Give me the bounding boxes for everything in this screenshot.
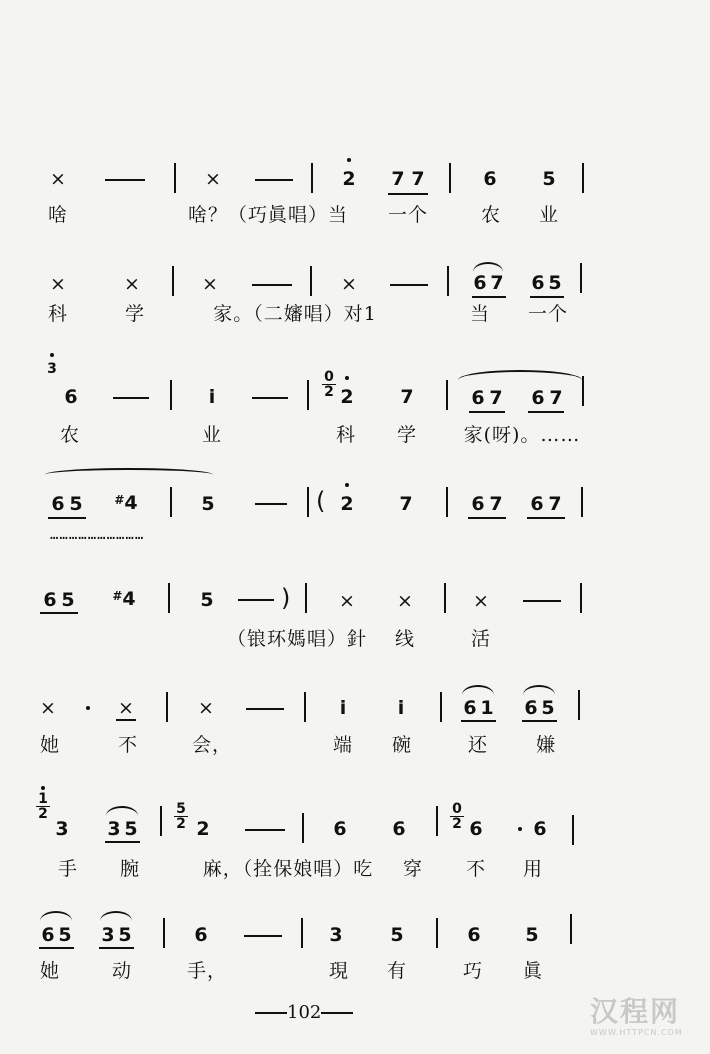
slur xyxy=(473,262,503,272)
beam-underline xyxy=(116,719,136,721)
note: 6 xyxy=(524,697,538,719)
note-x: × xyxy=(341,273,357,295)
note: 7 xyxy=(490,272,504,294)
extension-dash xyxy=(252,284,292,286)
slur xyxy=(523,685,555,695)
fraction-numerator: 0 xyxy=(322,370,336,385)
barline xyxy=(582,376,584,406)
beam-underline xyxy=(527,517,565,519)
note: 6 xyxy=(483,168,497,190)
note: 6 xyxy=(333,818,347,840)
note: i xyxy=(208,386,216,408)
lyric: 农 xyxy=(480,204,502,226)
note: 6 xyxy=(471,387,485,409)
beam-underline xyxy=(388,193,428,195)
barline xyxy=(307,487,309,517)
barline xyxy=(578,690,580,720)
barline xyxy=(307,380,309,410)
note-x: × xyxy=(473,590,489,612)
grace-fraction xyxy=(322,370,336,399)
barline xyxy=(310,266,312,296)
note: 2 xyxy=(340,386,354,408)
lyric: （锒环媽唱）針 xyxy=(226,628,368,650)
slur xyxy=(106,806,138,816)
barline xyxy=(301,918,303,948)
lyric: 穿 xyxy=(402,858,424,880)
sharp-sign: # xyxy=(114,493,125,507)
lyric: 麻，（拴保娘唱）吃 xyxy=(202,858,374,880)
lyric: 用 xyxy=(522,858,544,880)
fraction-numerator: 1 xyxy=(36,792,50,807)
note: 2 xyxy=(340,493,354,515)
dotted-rhythm xyxy=(86,706,90,710)
barline xyxy=(170,380,172,410)
extension-dash xyxy=(238,599,274,601)
lyric: 不 xyxy=(117,734,139,756)
barline xyxy=(311,163,313,193)
slur xyxy=(100,911,132,921)
lyric: 手 xyxy=(57,858,79,880)
page-number-text: 102 xyxy=(287,1002,322,1023)
note: 7 xyxy=(411,168,425,190)
beam-underline xyxy=(39,947,74,949)
lyric: 家。（二嬸唱）对1 xyxy=(213,303,377,325)
lyric: 当 xyxy=(469,303,491,325)
note: 3 xyxy=(101,924,115,946)
lyric: 活 xyxy=(470,628,492,650)
fraction-denominator: 2 xyxy=(38,806,48,822)
lyric: 一个 xyxy=(527,303,569,325)
grace-fraction xyxy=(174,802,188,831)
barline xyxy=(170,487,172,517)
beam-underline xyxy=(472,296,506,298)
note: 6 xyxy=(533,818,547,840)
barline xyxy=(572,815,574,845)
dotted-rhythm xyxy=(518,827,522,831)
octave-dot xyxy=(347,158,351,162)
note: 7 xyxy=(400,386,414,408)
beam-underline xyxy=(528,411,564,413)
beam-underline xyxy=(530,296,564,298)
note: i xyxy=(339,697,347,719)
barline xyxy=(305,583,307,613)
page-number-rule xyxy=(255,1012,287,1014)
extension-dash xyxy=(113,397,149,399)
note: 6 xyxy=(463,697,477,719)
lyric: 一个 xyxy=(387,204,429,226)
phrase-slur xyxy=(45,468,213,476)
lyric: 还 xyxy=(467,734,489,756)
note-x: × xyxy=(339,590,355,612)
barline xyxy=(570,914,572,944)
lyric: 她 xyxy=(39,960,61,982)
extension-dash xyxy=(390,284,428,286)
sharp-note xyxy=(112,590,135,609)
slur xyxy=(462,685,494,695)
note: 3 xyxy=(107,818,121,840)
fraction-denominator: 2 xyxy=(176,816,186,832)
note-x: × xyxy=(40,697,56,719)
sharp-sign: # xyxy=(112,589,123,603)
extension-dash xyxy=(244,935,282,937)
note: 5 xyxy=(200,589,214,611)
sharp-note xyxy=(114,494,137,513)
note: 6 xyxy=(194,924,208,946)
note: 7 xyxy=(399,493,413,515)
barline xyxy=(582,163,584,193)
note-x: × xyxy=(205,168,221,190)
note-x: × xyxy=(118,697,134,719)
lyric: 手， xyxy=(186,960,228,982)
beam-underline xyxy=(468,517,506,519)
slur xyxy=(40,911,72,921)
note: 5 xyxy=(541,697,555,719)
lyric: 家(呀)。…… xyxy=(463,424,581,446)
barline xyxy=(580,263,582,293)
note: 6 xyxy=(467,924,481,946)
note: 6 xyxy=(471,493,485,515)
lyric: 科 xyxy=(335,424,357,446)
lyric: 她 xyxy=(39,734,61,756)
beam-underline xyxy=(461,720,496,722)
note: 6 xyxy=(392,818,406,840)
lyric: 线 xyxy=(394,628,416,650)
note: 5 xyxy=(61,589,75,611)
note: 6 xyxy=(473,272,487,294)
beam-underline xyxy=(40,612,78,614)
note-x: × xyxy=(124,273,140,295)
lyric: 腕 xyxy=(119,858,141,880)
barline xyxy=(440,692,442,722)
lyric: 业 xyxy=(201,424,223,446)
note: 7 xyxy=(391,168,405,190)
barline xyxy=(581,487,583,517)
note-x: × xyxy=(198,697,214,719)
note: 6 xyxy=(51,493,65,515)
note: 5 xyxy=(525,924,539,946)
note: 6 xyxy=(64,386,78,408)
note-x: × xyxy=(202,273,218,295)
note: 6 xyxy=(531,272,545,294)
barline xyxy=(304,692,306,722)
lyric: 学 xyxy=(396,424,418,446)
note: 7 xyxy=(548,493,562,515)
lyric: 現 xyxy=(328,960,350,982)
barline xyxy=(447,266,449,296)
barline xyxy=(449,163,451,193)
octave-dot xyxy=(345,376,349,380)
note-x: × xyxy=(50,273,66,295)
extension-dash xyxy=(245,829,285,831)
lyric: 巧 xyxy=(462,960,484,982)
extension-dash xyxy=(252,397,288,399)
lyric: 端 xyxy=(332,734,354,756)
note: 3 xyxy=(329,924,343,946)
note: 6 xyxy=(41,924,55,946)
note-digit: 4 xyxy=(122,588,136,610)
lyric: 科 xyxy=(47,303,69,325)
barline xyxy=(172,266,174,296)
barline xyxy=(302,813,304,843)
phrase-slur xyxy=(458,370,582,382)
note-x: × xyxy=(50,168,66,190)
note: 6 xyxy=(531,387,545,409)
barline xyxy=(174,163,176,193)
grace-fraction xyxy=(36,792,50,821)
close-paren: ) xyxy=(281,584,291,612)
note: 7 xyxy=(549,387,563,409)
open-paren: ( xyxy=(316,487,326,515)
barline xyxy=(444,583,446,613)
lyric: 碗 xyxy=(391,734,413,756)
beam-underline xyxy=(99,947,134,949)
lyric: 不 xyxy=(465,858,487,880)
extension-dash xyxy=(246,708,284,710)
lyric: 会， xyxy=(191,734,233,756)
lyric: 啥 xyxy=(47,204,69,226)
barline xyxy=(580,583,582,613)
fraction-denominator: 2 xyxy=(452,816,462,832)
barline xyxy=(446,380,448,410)
beam-underline xyxy=(469,411,505,413)
grace-note: 3 xyxy=(47,361,57,377)
page-number-rule xyxy=(321,1012,353,1014)
barline xyxy=(166,692,168,722)
watermark-logo-text: 汉程网 xyxy=(590,995,681,1028)
extension-dash xyxy=(255,179,293,181)
barline xyxy=(436,918,438,948)
watermark-url: WWW.HTTPCN.COM xyxy=(590,1028,683,1037)
grace-fraction xyxy=(450,802,464,831)
octave-dot xyxy=(50,353,54,357)
continuation-dots: ………………………… xyxy=(50,527,145,543)
note: 5 xyxy=(58,924,72,946)
lyric: 业 xyxy=(538,204,560,226)
extension-dash xyxy=(105,179,145,181)
note: 5 xyxy=(548,272,562,294)
note: 5 xyxy=(542,168,556,190)
note: 6 xyxy=(43,589,57,611)
lyric: 动 xyxy=(111,960,133,982)
note: 7 xyxy=(489,493,503,515)
note: 5 xyxy=(390,924,404,946)
note: 6 xyxy=(469,818,483,840)
lyric: 有 xyxy=(386,960,408,982)
watermark xyxy=(590,990,683,1037)
note: 5 xyxy=(201,493,215,515)
beam-underline xyxy=(105,841,140,843)
note: 2 xyxy=(196,818,210,840)
barline xyxy=(436,806,438,836)
note: 2 xyxy=(342,168,356,190)
lyric: 眞 xyxy=(522,960,544,982)
page-number xyxy=(255,1002,353,1023)
note: 6 xyxy=(530,493,544,515)
lyric: 嫌 xyxy=(535,734,557,756)
fraction-numerator: 0 xyxy=(450,802,464,817)
beam-underline xyxy=(522,720,557,722)
note: 5 xyxy=(124,818,138,840)
note: 3 xyxy=(55,818,69,840)
extension-dash xyxy=(523,600,561,602)
note: 5 xyxy=(118,924,132,946)
note-x: × xyxy=(397,590,413,612)
fraction-numerator: 5 xyxy=(174,802,188,817)
note: i xyxy=(397,697,405,719)
extension-dash xyxy=(255,503,287,505)
note: 7 xyxy=(489,387,503,409)
barline xyxy=(168,583,170,613)
note: 5 xyxy=(69,493,83,515)
octave-dot xyxy=(345,483,349,487)
octave-dot xyxy=(41,786,45,790)
barline xyxy=(160,806,162,836)
beam-underline xyxy=(48,517,86,519)
lyric: 啥？（巧眞唱）当 xyxy=(187,204,349,226)
lyric: 农 xyxy=(59,424,81,446)
note-digit: 4 xyxy=(124,492,138,514)
barline xyxy=(446,487,448,517)
lyric: 学 xyxy=(124,303,146,325)
fraction-denominator: 2 xyxy=(324,384,334,400)
barline xyxy=(163,918,165,948)
note: 1 xyxy=(480,697,494,719)
